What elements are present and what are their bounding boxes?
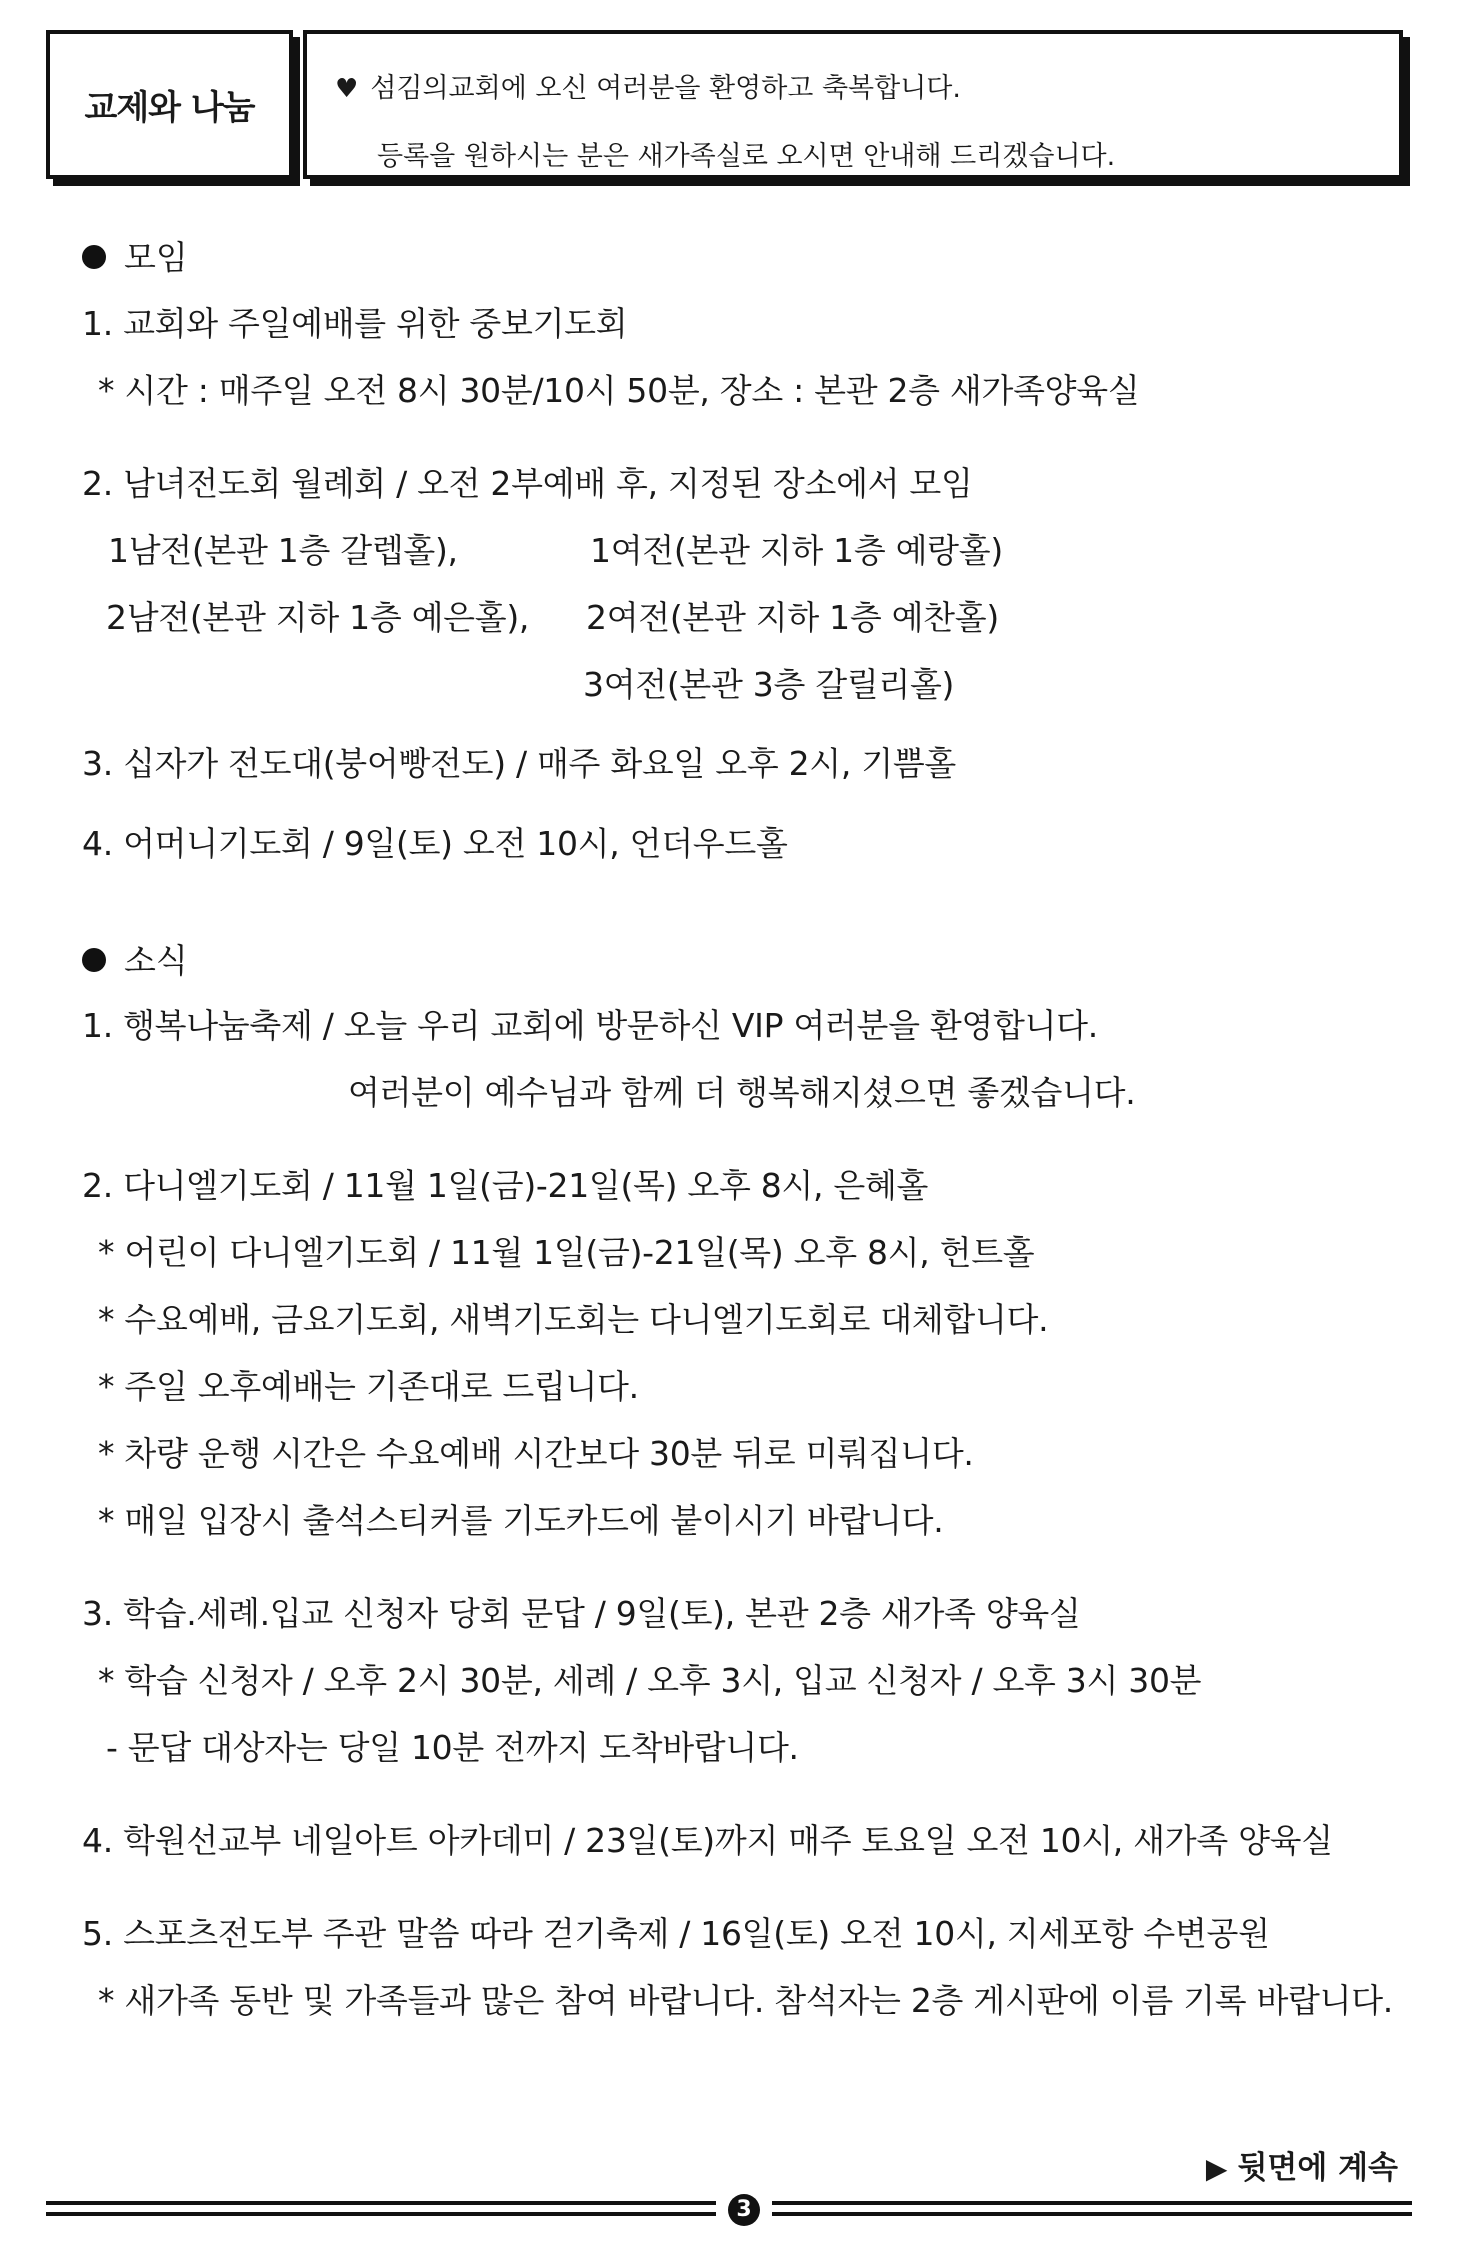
welcome-notice-box <box>303 30 1403 179</box>
news-item: 3. 학습.세례.입교 신청자 당회 문답 / 9일(토), 본관 2층 새가족 양육실 <box>82 1594 1081 1633</box>
meeting-heading <box>82 232 188 279</box>
footer-rule-left <box>46 2201 716 2205</box>
news-item: 2. 다니엘기도회 / 11월 1일(금)-21일(목) 오후 8시, 은혜홀 <box>82 1166 929 1205</box>
registration-notice: 등록을 원하시는 분은 새가족실로 오시면 안내해 드리겠습니다. <box>377 141 1116 172</box>
news-heading-label: 소식 <box>124 941 188 980</box>
meeting-detail: 3여전(본관 3층 갈릴리홀) <box>583 665 955 704</box>
footer-rule-left <box>46 2212 716 2216</box>
meeting-detail: 2남전(본관 지하 1층 예은홀), <box>106 598 530 637</box>
news-item: 4. 학원선교부 네일아트 아카데미 / 23일(토)까지 매주 토요일 오전 10시, 새가족 양육실 <box>82 1821 1333 1860</box>
news-detail: * 수요예배, 금요기도회, 새벽기도회는 다니엘기도회로 대체합니다. <box>98 1300 1049 1339</box>
bullet-icon <box>82 245 106 269</box>
welcome-notice-line1 <box>335 66 961 105</box>
footer-rule-right <box>772 2212 1412 2216</box>
meeting-detail: 1남전(본관 1층 갈렙홀), <box>108 531 458 570</box>
meeting-heading-label: 모임 <box>124 238 188 277</box>
meeting-item: 2. 남녀전도회 월례회 / 오전 2부예배 후, 지정된 장소에서 모임 <box>82 464 973 503</box>
page-number: 3 <box>728 2194 760 2226</box>
meeting-item: 1. 교회와 주일예배를 위한 중보기도회 <box>82 304 628 343</box>
footer-rule-right <box>772 2201 1412 2205</box>
continued-label: 뒷면에 계속 <box>1237 2150 1398 2186</box>
news-heading <box>82 935 188 982</box>
meeting-detail: * 시간 : 매주일 오전 8시 30분/10시 50분, 장소 : 본관 2층 새가족양육실 <box>98 371 1140 410</box>
meeting-item: 4. 어머니기도회 / 9일(토) 오전 10시, 언더우드홀 <box>82 824 788 863</box>
welcome-text: 섬김의교회에 오신 여러분을 환영하고 축복합니다. <box>370 73 961 104</box>
news-detail: * 학습 신청자 / 오후 2시 30분, 세례 / 오후 3시, 입교 신청자 / 오후 3시 30분 <box>98 1661 1202 1700</box>
news-detail: * 어린이 다니엘기도회 / 11월 1일(금)-21일(목) 오후 8시, 헌트홀 <box>98 1233 1035 1272</box>
news-item: 1. 행복나눔축제 / 오늘 우리 교회에 방문하신 VIP 여러분을 환영합니다. <box>82 1006 1098 1045</box>
header-title-box <box>46 30 293 179</box>
heart-icon: ♥ <box>335 74 359 104</box>
bullet-icon <box>82 948 106 972</box>
news-detail: * 새가족 동반 및 가족들과 많은 참여 바랍니다. 참석자는 2층 게시판에 이름 기록 바랍니다. <box>98 1981 1393 2020</box>
news-detail: 여러분이 예수님과 함께 더 행복해지셨으면 좋겠습니다. <box>348 1073 1136 1112</box>
news-detail: * 매일 입장시 출석스티커를 기도카드에 붙이시기 바랍니다. <box>98 1501 944 1540</box>
triangle-right-icon: ▶ <box>1205 2152 1228 2185</box>
news-item: 5. 스포츠전도부 주관 말씀 따라 걷기축제 / 16일(토) 오전 10시, 지세포항 수변공원 <box>82 1914 1270 1953</box>
news-detail: - 문답 대상자는 당일 10분 전까지 도착바랍니다. <box>106 1728 799 1767</box>
news-detail: * 주일 오후예배는 기존대로 드립니다. <box>98 1367 639 1406</box>
page-title: 교제와 나눔 <box>84 88 255 128</box>
meeting-item: 3. 십자가 전도대(붕어빵전도) / 매주 화요일 오후 2시, 기쁨홀 <box>82 744 956 783</box>
meeting-detail: 1여전(본관 지하 1층 예랑홀) <box>590 531 1003 570</box>
continued-on-back <box>1206 2142 1398 2187</box>
meeting-detail: 2여전(본관 지하 1층 예찬홀) <box>586 598 999 637</box>
news-detail: * 차량 운행 시간은 수요예배 시간보다 30분 뒤로 미뤄집니다. <box>98 1434 974 1473</box>
